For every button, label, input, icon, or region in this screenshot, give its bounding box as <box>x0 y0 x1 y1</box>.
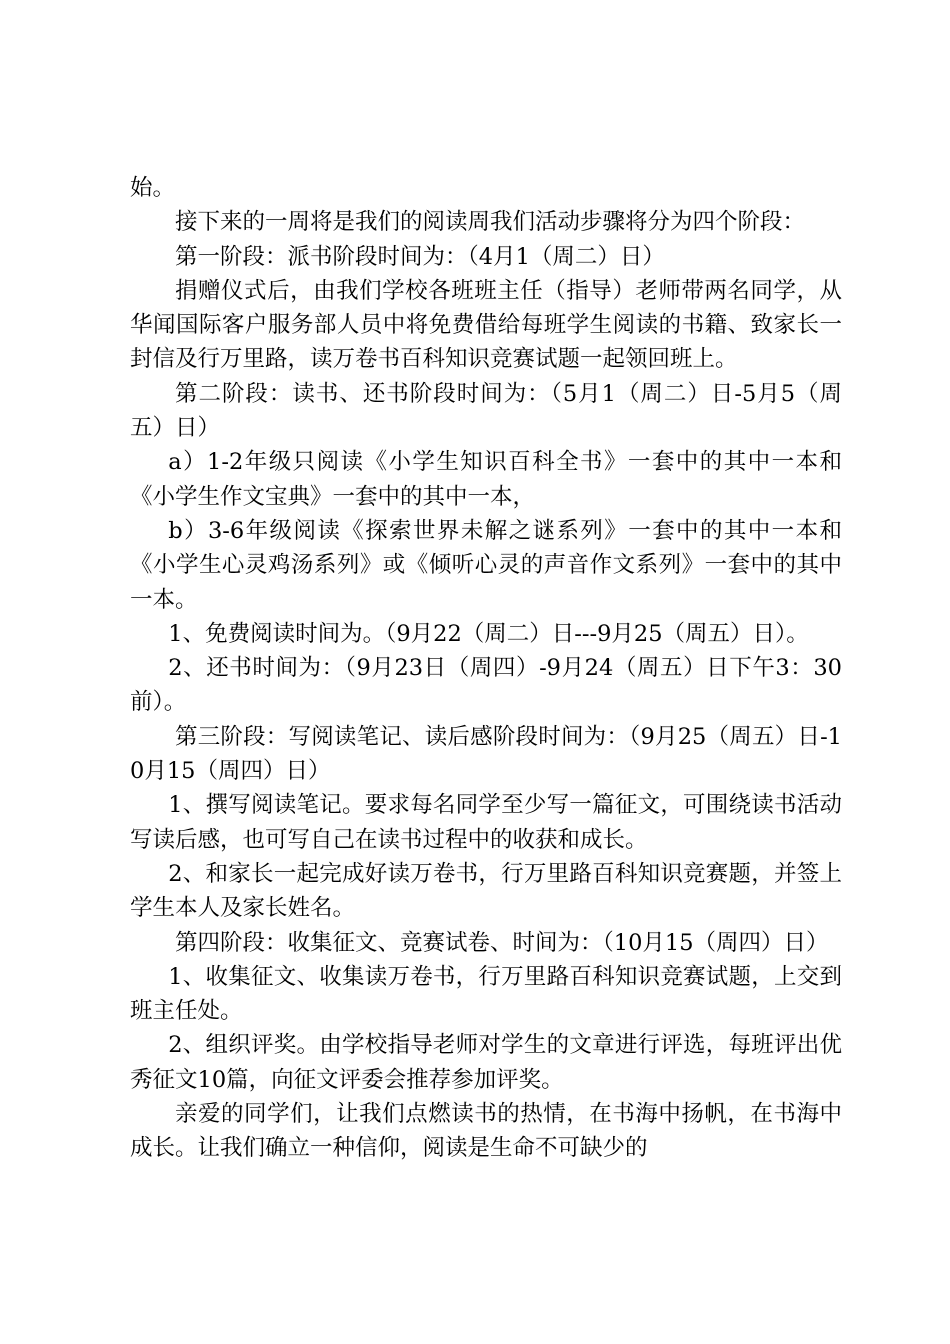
stage-2-heading: 第二阶段：读书、还书阶段时间为：（5月1（周二）日-5月5（周五）日） <box>130 380 842 442</box>
stage-3-item-1: 1、撰写阅读笔记。要求每名同学至少写一篇征文，可围绕读书活动写读后感，也可写自己在读书过程中的收获和成长。 <box>130 792 842 853</box>
closing-paragraph: 亲爱的同学们，让我们点燃读书的热情，在书海中扬帆，在书海中成长。让我们确立一种信仰，阅读是生命不可缺少的 <box>130 1101 842 1162</box>
stage-4-heading: 第四阶段：收集征文、竞赛试卷、时间为：（10月15（周四）日） <box>175 929 829 956</box>
document-body <box>130 171 842 1166</box>
stage-2-item-1: 1、免费阅读时间为。（9月22（周二）日---9月25（周五）日）。 <box>168 620 809 647</box>
stage-1-body: 捐赠仪式后，由我们学校各班班主任（指导）老师带两名同学，从华闻国际客户服务部人员中将免费借给每班学生阅读的书籍、致家长一封信及行万里路，读万卷书百科知识竞赛试题一起领回班上。 <box>130 277 842 373</box>
stage-4-item-1: 1、收集征文、收集读万卷书，行万里路百科知识竞赛试题，上交到班主任处。 <box>130 963 842 1025</box>
stage-3-heading: 第三阶段：写阅读笔记、读后感阶段时间为：（9月25（周五）日-10月15（周四）日） <box>130 723 842 785</box>
stage-2-item-b: b）3-6年级阅读《探索世界未解之谜系列》一套中的其中一本和《小学生心灵鸡汤系列》或《倾听心灵的声音作文系列》一套中的其中一本。 <box>130 517 842 613</box>
paragraph-continuation: 始。 <box>130 175 176 201</box>
paragraph-intro: 接下来的一周将是我们的阅读周我们活动步骤将分为四个阶段： <box>175 209 806 236</box>
stage-1-heading: 第一阶段：派书阶段时间为：（4月1（周二）日） <box>175 243 665 270</box>
stage-3-item-2: 2、和家长一起完成好读万卷书，行万里路百科知识竞赛题，并签上学生本人及家长姓名。 <box>130 860 842 922</box>
stage-2-item-2: 2、还书时间为：（9月23日（周四）-9月24（周五）日下午3：30前）。 <box>130 655 842 716</box>
stage-2-item-a: a）1-2年级只阅读《小学生知识百科全书》一套中的其中一本和《小学生作文宝典》一套中的其中一本， <box>130 449 842 510</box>
stage-4-item-2: 2、组织评奖。由学校指导老师对学生的文章进行评选，每班评出优秀征文10篇，向征文评委会推荐参加评奖。 <box>130 1032 842 1093</box>
